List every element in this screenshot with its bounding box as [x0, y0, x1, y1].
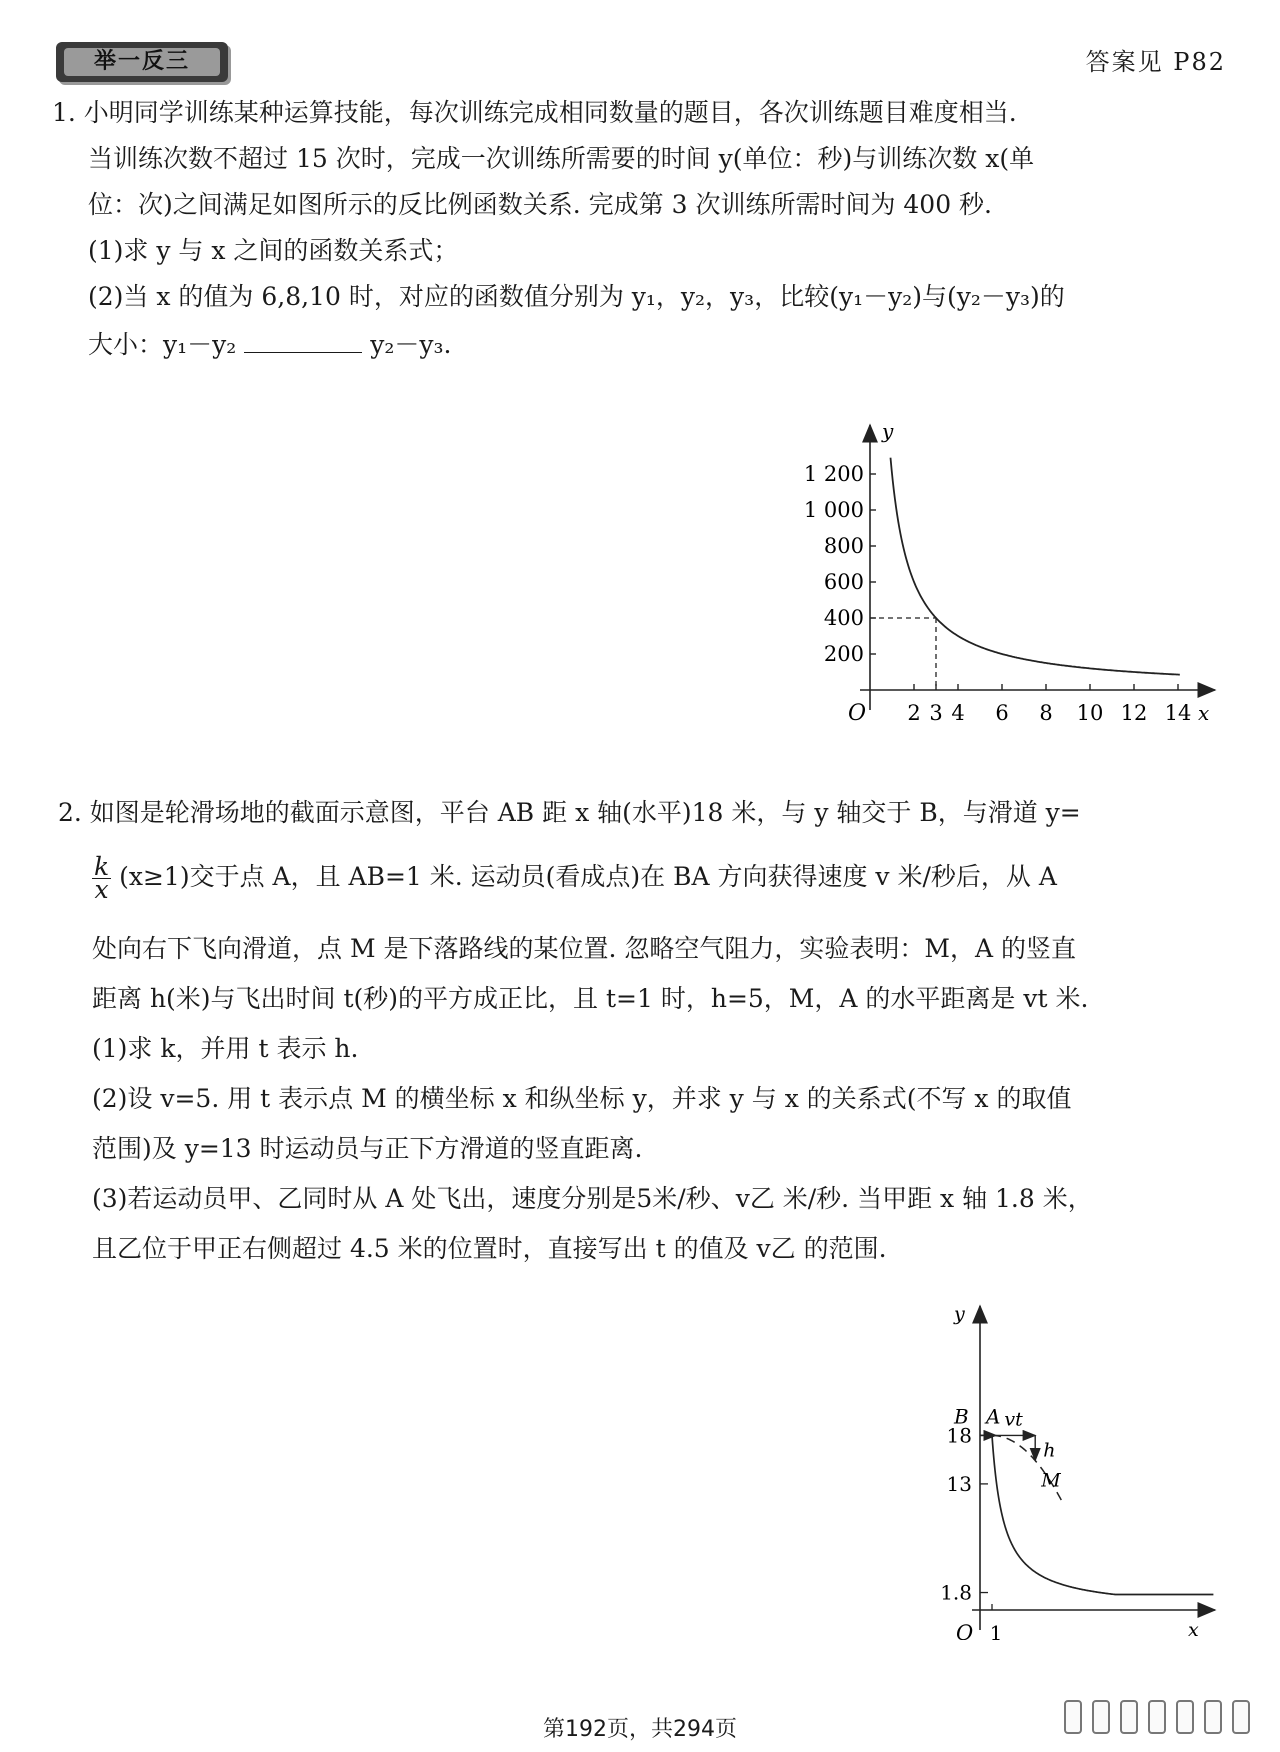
y-tick-label: 1.8	[940, 1580, 972, 1605]
q1-compare-left: 大小：y₁－y₂	[88, 330, 237, 359]
y-tick-label: 18	[946, 1423, 972, 1448]
q1-compare-right: y₂－y₃.	[370, 330, 452, 359]
q1-part-1: (1)求 y 与 x 之间的函数关系式；	[88, 236, 459, 265]
y-tick-label: 200	[823, 642, 864, 666]
y-axis-label: y	[954, 1303, 965, 1325]
x-tick-label: 12	[1120, 701, 1148, 725]
fraction-denominator: x	[94, 875, 109, 904]
y-tick-label: 1 000	[803, 498, 864, 522]
inverse-curve	[891, 458, 1180, 675]
vt-label: vt	[1004, 1408, 1023, 1431]
point-label-M: M	[1041, 1469, 1061, 1492]
h-label: h	[1043, 1439, 1056, 1462]
fraction-k-over-x	[92, 852, 111, 904]
q1-line: 1. 小明同学训练某种运算技能，每次训练完成相同数量的题目，各次训练题目难度相当.	[52, 98, 1017, 127]
q1-part-2: (2)当 x 的值为 6,8,10 时，对应的函数值分别为 y₁，y₂，y₃，比较(y₁－y₂)与(y₂－y₃)的	[88, 282, 1065, 311]
q2-part-1: (1)求 k，并用 t 表示 h.	[92, 1034, 359, 1063]
q1-compare-line	[88, 330, 451, 358]
y-tick-label: 1 200	[803, 462, 864, 486]
page-dot	[1148, 1700, 1166, 1734]
page-dot	[1120, 1700, 1138, 1734]
answer-reference: 答案见 P82	[1085, 48, 1226, 76]
q2-part-2: (2)设 v=5. 用 t 表示点 M 的横坐标 x 和纵坐标 y，并求 y 与 x 的关系式(不写 x 的取值	[92, 1084, 1072, 1113]
section-tag	[56, 42, 228, 82]
y-tick-label: 800	[823, 534, 864, 558]
page-indicator	[1064, 1700, 1250, 1734]
x-axis-label: x	[1188, 1619, 1199, 1640]
section-tag-label: 举一反三	[64, 48, 220, 76]
y-tick-label: 13	[946, 1471, 972, 1496]
q1-line: 当训练次数不超过 15 次时，完成一次训练所需要的时间 y(单位：秒)与训练次数 x(单	[88, 144, 1035, 173]
point-label-B: B	[954, 1404, 969, 1429]
page-footer: 第192页，共294页	[543, 1717, 737, 1742]
slide-curve	[992, 1435, 1213, 1594]
answer-blank[interactable]	[244, 330, 362, 353]
page-dot	[1232, 1700, 1250, 1734]
q2-line: 处向右下飞向滑道，点 M 是下落路线的某位置. 忽略空气阻力，实验表明：M，A 的竖直	[92, 934, 1076, 963]
x-tick-label: 8	[1039, 701, 1053, 725]
q1-line: 位：次)之间满足如图所示的反比例函数关系. 完成第 3 次训练所需时间为 400 秒.	[88, 190, 993, 219]
fraction-numerator: k	[94, 852, 110, 881]
y-axis-label: y	[882, 420, 894, 443]
x-tick-label: 1	[989, 1621, 1003, 1640]
q2-line: 距离 h(米)与飞出时间 t(秒)的平方成正比，且 t=1 时，h=5，M，A 的水平距离是 vt 米.	[92, 984, 1089, 1013]
chart-inverse-function	[790, 420, 1220, 730]
page-dot	[1092, 1700, 1110, 1734]
q2-part-3: (3)若运动员甲、乙同时从 A 处飞出，速度分别是5米/秒、v乙 米/秒. 当甲距 x 轴 1.8 米，	[92, 1184, 1093, 1213]
y-tick-label: 600	[823, 570, 864, 594]
q2-line	[92, 852, 1057, 904]
q2-line: 且乙位于甲正右侧超过 4.5 米的位置时，直接写出 t 的值及 v乙 的范围.	[92, 1234, 887, 1263]
x-tick-label: 3	[929, 701, 943, 725]
page-dot	[1204, 1700, 1222, 1734]
x-tick-label: 6	[995, 701, 1009, 725]
q2-line: 范围)及 y=13 时运动员与正下方滑道的竖直距离.	[92, 1134, 643, 1163]
x-tick-label: 2	[907, 701, 921, 725]
origin-label: O	[848, 701, 867, 726]
x-axis-label: x	[1198, 701, 1210, 725]
chart-skating-diagram	[920, 1300, 1220, 1640]
page-dot	[1064, 1700, 1082, 1734]
x-tick-label: 4	[951, 701, 965, 725]
q2-line2-text: (x≥1)交于点 A，且 AB=1 米. 运动员(看成点)在 BA 方向获得速度 v 米/秒后，从 A	[119, 862, 1057, 891]
x-tick-label: 10	[1076, 701, 1104, 725]
origin-label: O	[956, 1621, 974, 1640]
point-label-A: A	[986, 1404, 1001, 1429]
q2-line: 2. 如图是轮滑场地的截面示意图，平台 AB 距 x 轴(水平)18 米，与 y 轴交于 B，与滑道 y=	[58, 798, 1081, 827]
x-tick-label: 14	[1164, 701, 1192, 725]
page-dot	[1176, 1700, 1194, 1734]
y-tick-label: 400	[823, 606, 864, 630]
